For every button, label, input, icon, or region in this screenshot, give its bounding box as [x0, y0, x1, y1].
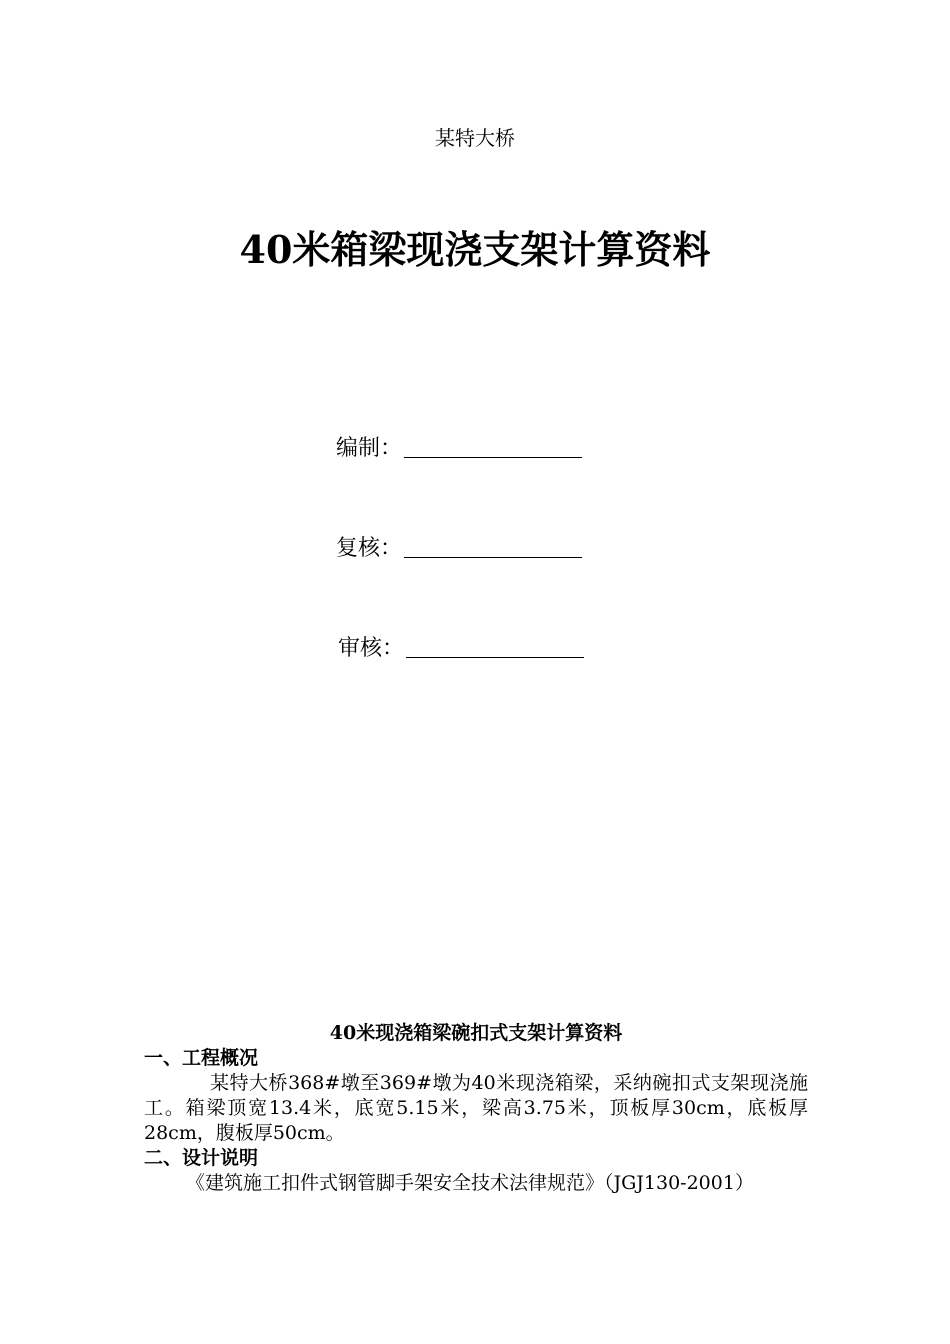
- signature-line-reviewer: [406, 635, 584, 658]
- paragraph-design-notes: 《建筑施工扣件式钢管脚手架安全技术法律规范》（JGJ130-2001）: [186, 1172, 754, 1194]
- signature-line-checker: [404, 535, 582, 558]
- body-section: [144, 1020, 808, 1196]
- signature-label-compiler: 编制：: [336, 436, 403, 461]
- signature-label-reviewer: 审核：: [338, 636, 405, 661]
- signature-line-compiler: [404, 435, 582, 458]
- heading-project-overview: 一、工程概况: [144, 1047, 259, 1069]
- cover-title: 40米箱梁现浇支架计算资料: [239, 227, 711, 272]
- signature-row-checker: [336, 532, 582, 564]
- signature-row-compiler: [336, 432, 582, 464]
- signature-row-reviewer: [338, 632, 584, 664]
- cover-subtitle: 某特大桥: [435, 126, 515, 150]
- section-title: 40米现浇箱梁碗扣式支架计算资料: [329, 1022, 623, 1044]
- heading-design-notes: 二、设计说明: [144, 1147, 259, 1169]
- paragraph-project-overview: 某特大桥368#墩至369#墩为40米现浇箱梁，采纳碗扣式支架现浇施工。箱梁顶宽13.4米，底宽5.15米，梁高3.75米，顶板厚30cm，底板厚28cm，腹板厚50cm。: [144, 1072, 808, 1144]
- signature-label-checker: 复核：: [336, 536, 403, 561]
